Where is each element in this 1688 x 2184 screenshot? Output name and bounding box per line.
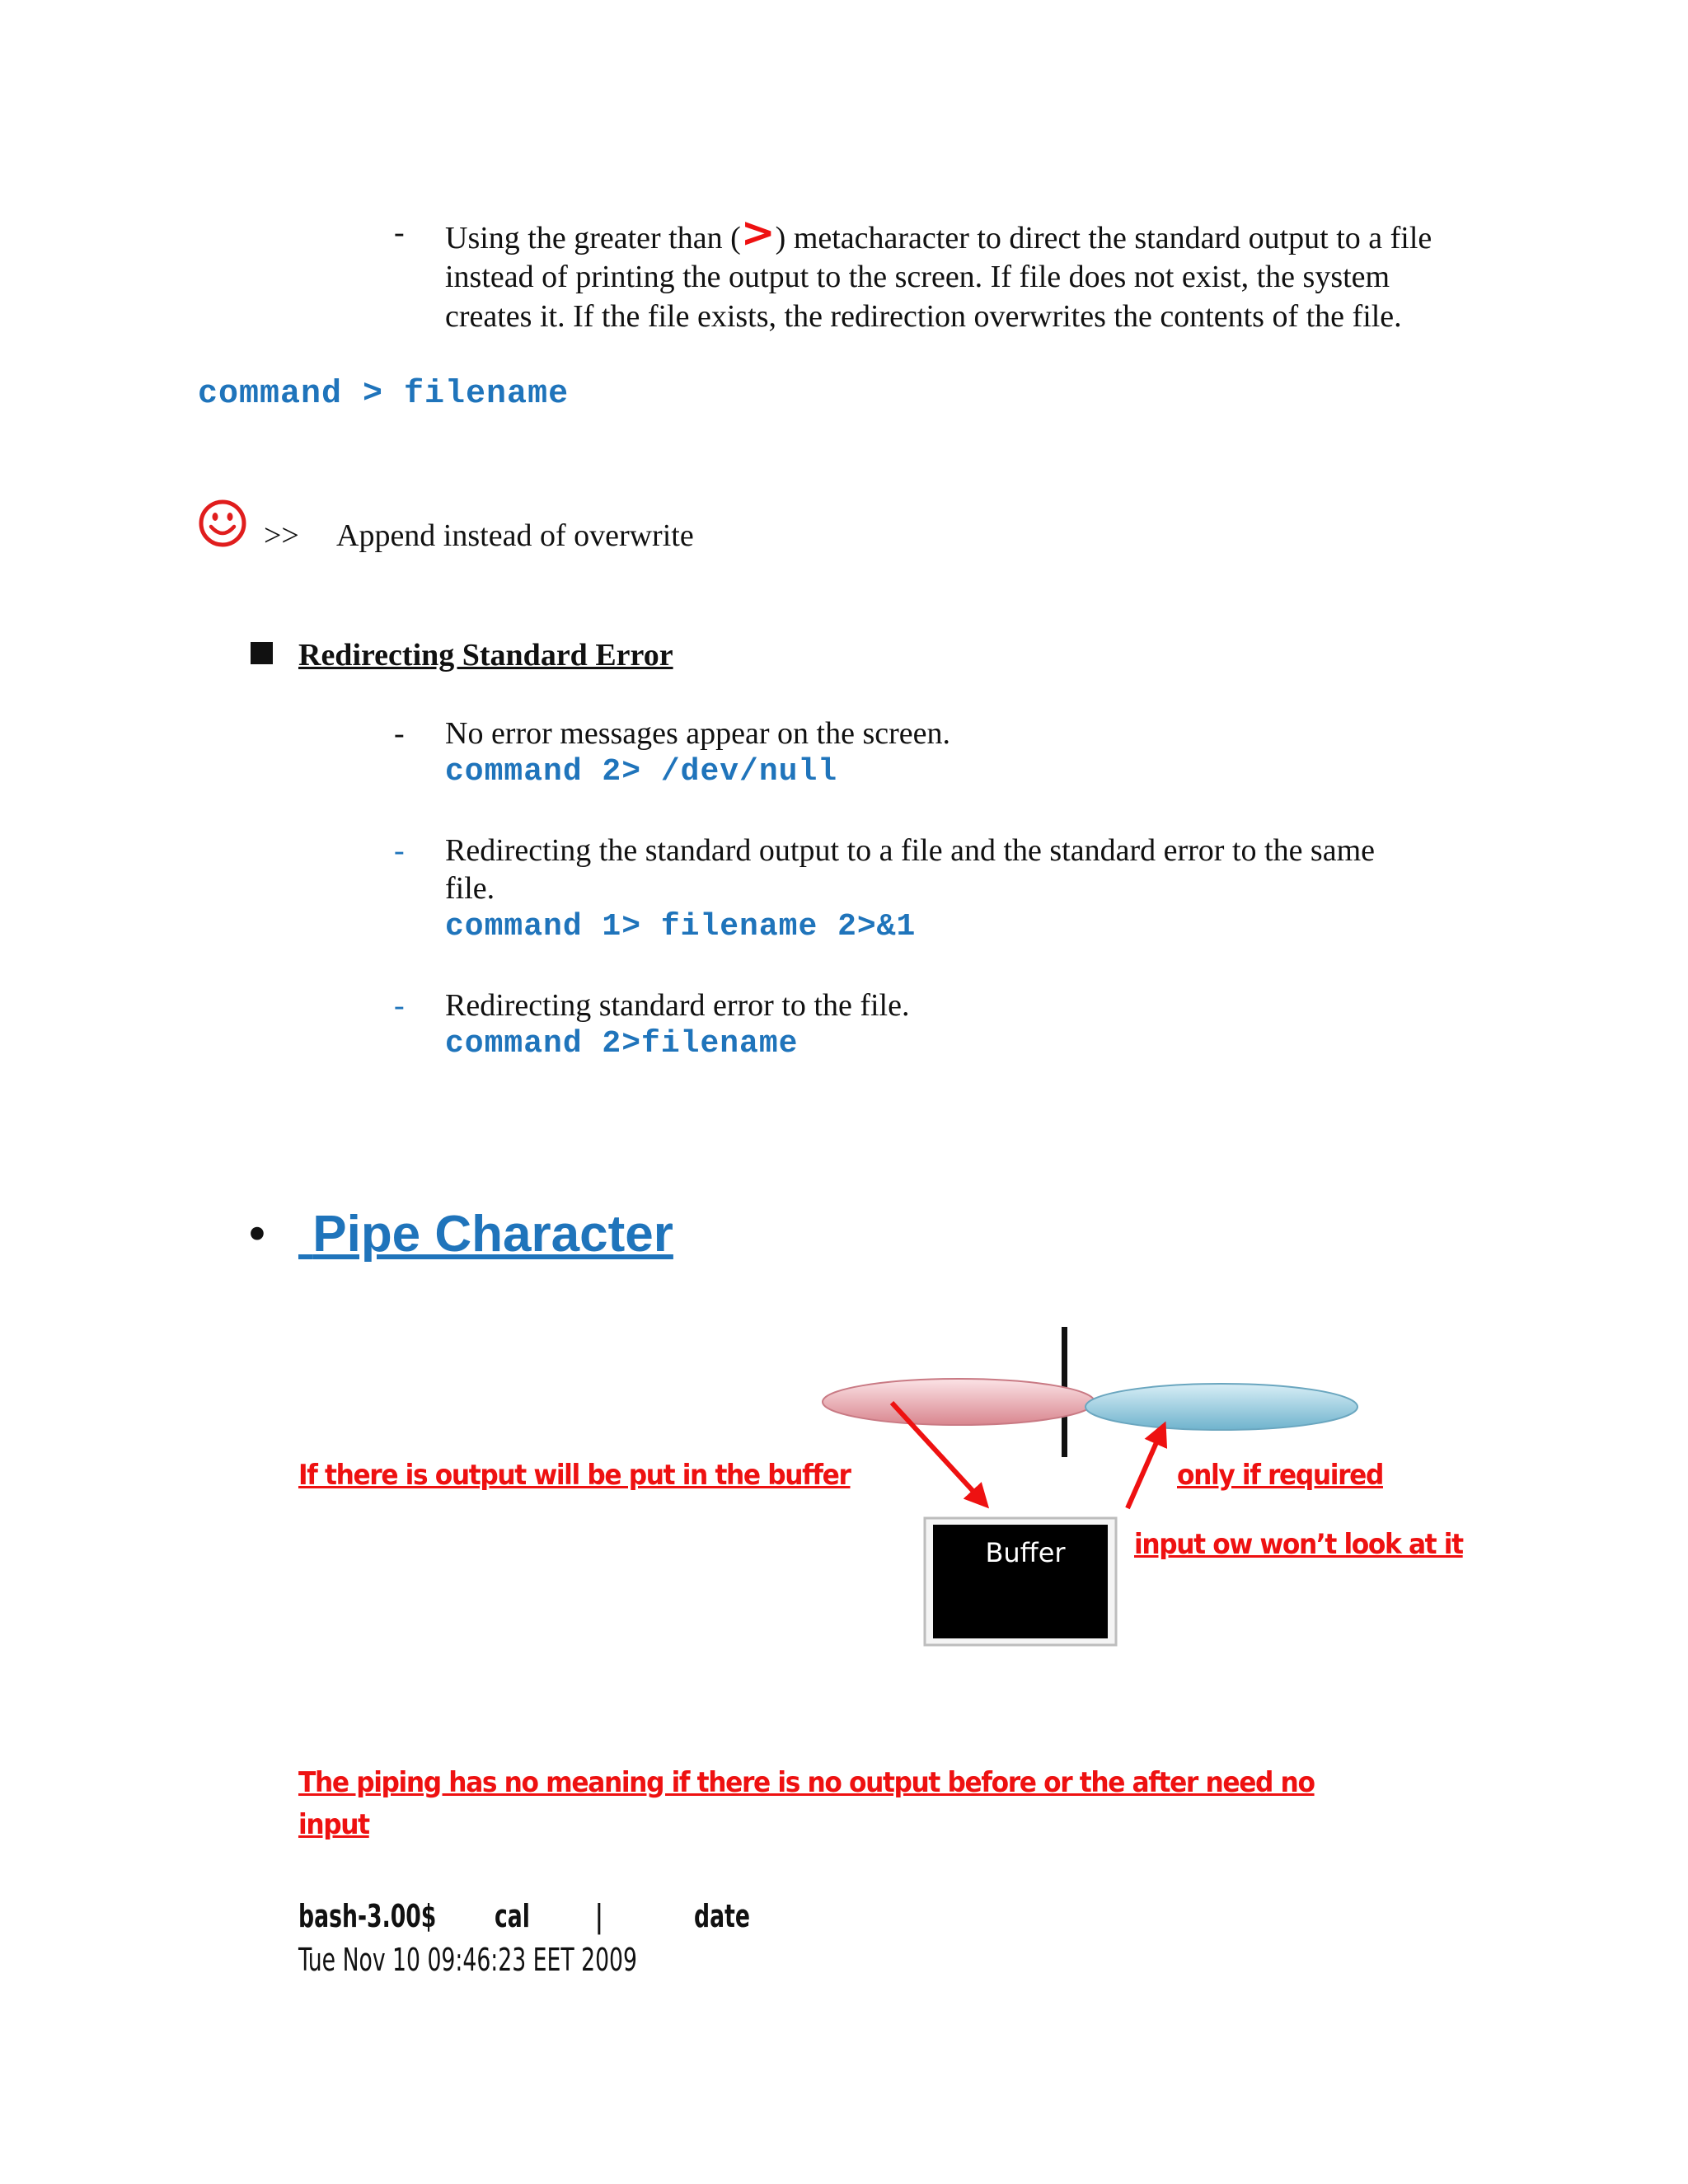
list-dash: - [394, 833, 405, 868]
arrow-out-of-buffer [1128, 1426, 1164, 1508]
output-ellipse [823, 1379, 1095, 1425]
append-text: Append instead of overwrite [336, 518, 694, 553]
square-bullet-icon [251, 642, 273, 664]
list-item-text-continued: file. [445, 871, 495, 906]
code-stderr-file: command 2>filename [445, 1026, 799, 1062]
pipe-diagram [742, 1310, 1648, 1673]
note-only-if-required: only if required [1177, 1459, 1383, 1492]
paragraph-line: instead of printing the output to the screen. If file does not exist, the system [445, 260, 1390, 294]
note-output-to-buffer: If there is output will be put in the buffer [298, 1459, 851, 1492]
terminal-output: Tue Nov 10 09:46:23 EET 2009 [298, 1942, 637, 1978]
note-piping-meaning: The piping has no meaning if there is no output before or the after need no [298, 1766, 1315, 1799]
list-item-text: Redirecting the standard output to a file and the standard error to the same [445, 833, 1376, 868]
code-stderr-null: command 2> /dev/null [445, 754, 838, 790]
buffer-label: Buffer [985, 1537, 1066, 1568]
greater-than-symbol: > [740, 209, 776, 256]
code-stderr-same-file: command 1> filename 2>&1 [445, 909, 917, 944]
redirect-output-paragraph [445, 209, 1432, 258]
list-dash: - [394, 716, 405, 751]
pipe-heading-text: Pipe Character [312, 1206, 673, 1263]
list-item-text: Redirecting standard error to the file. [445, 988, 910, 1023]
smiley-icon [198, 499, 247, 548]
section-heading-pipe [298, 1203, 673, 1266]
note-piping-meaning-continued: input [298, 1808, 369, 1841]
round-bullet-icon: • [244, 1209, 270, 1261]
terminal-pipe: | [595, 1898, 603, 1934]
note-input-ow: input ow won’t look at it [1134, 1528, 1463, 1561]
paragraph-text: Using the greater than ( [445, 221, 741, 255]
append-operator: >> [264, 518, 299, 553]
section-heading-stderr: Redirecting Standard Error [298, 638, 673, 673]
terminal-prompt: bash-3.00$ [298, 1898, 437, 1934]
list-dash: - [394, 988, 405, 1023]
list-dash: - [394, 215, 405, 250]
terminal-cmd-date: date [694, 1898, 750, 1934]
list-item-text: No error messages appear on the screen. [445, 716, 951, 751]
input-ellipse [1085, 1384, 1357, 1430]
code-redirect-output: command > filename [198, 376, 570, 413]
paragraph-text: ) metacharacter to direct the standard output to a file [775, 221, 1432, 255]
terminal-cmd-cal: cal [495, 1898, 530, 1934]
paragraph-line: creates it. If the file exists, the redirection overwrites the contents of the file. [445, 299, 1402, 334]
